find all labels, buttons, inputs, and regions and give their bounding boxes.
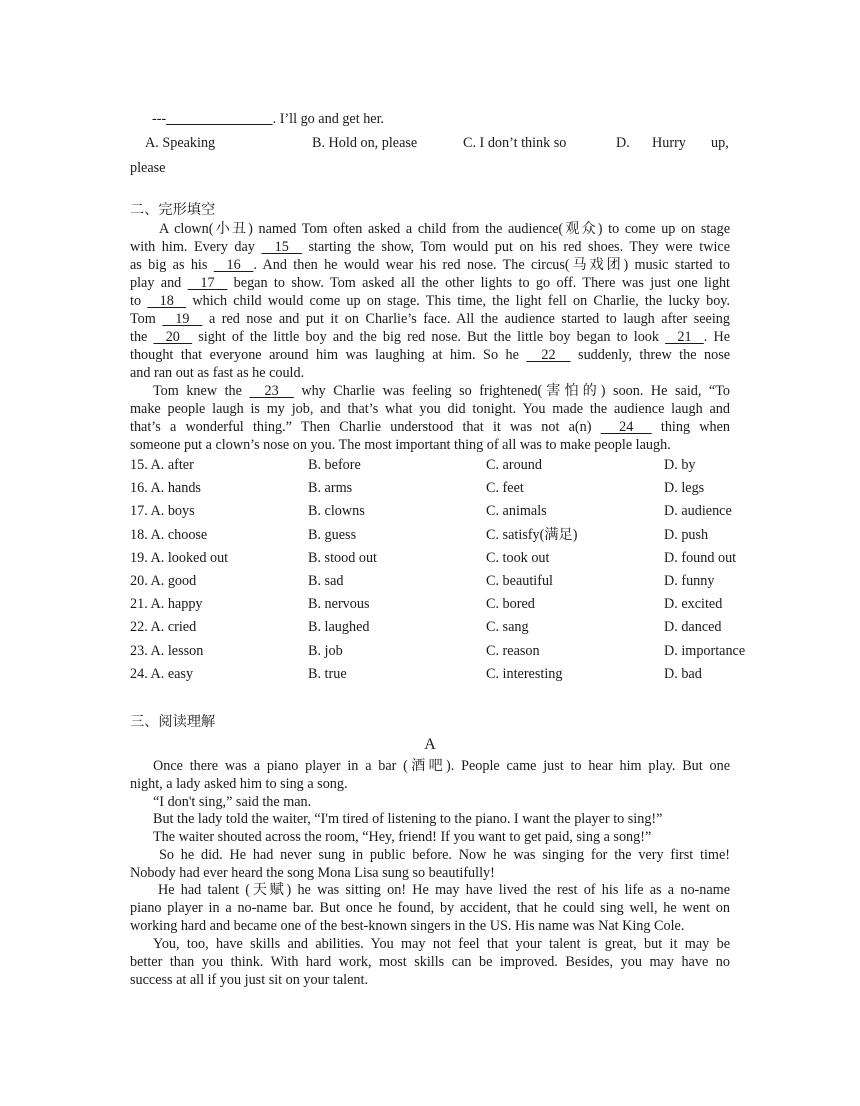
question-option: B. true [308,665,347,682]
cloze-line [130,400,730,418]
option-d-label: D. [616,135,630,151]
option-d-wrap: please [130,160,166,176]
cloze-line [130,346,730,364]
question-option: B. sad [308,573,344,589]
question-option: B. laughed [308,619,370,636]
cloze-text: which child would come up on stage. This time, the light fell on Charlie, the lucky boy. [186,293,730,309]
cloze-text: make people laugh is my job, and that’s what you did tonight. You made the audience laugh and [130,401,730,417]
question-option: C. bored [486,596,535,613]
cloze-text: that’s a wonderful thing.” Then Charlie understood that it was not a(n) [130,419,601,435]
question-option: C. took out [486,549,550,566]
option-d-word2: up, [711,135,729,151]
cloze-text: why Charlie was feeling so frightened(害怕的) soon. He said, “To [293,383,731,399]
question-option: D. audience [664,503,732,520]
question-option: B. job [308,642,343,659]
option-d-word1: Hurry [652,135,686,151]
cloze-line [159,220,730,238]
question-option: D. legs [664,480,705,497]
blank-number: 23 [249,383,294,399]
question-option: C. reason [486,642,540,659]
question-option-a: 20. A. good [130,573,197,589]
question-option-a: 19. A. looked out [130,549,229,566]
cloze-text: sight of the little boy and the big red nose. But the little boy began to look [192,329,666,345]
question-option: D. importance [664,642,746,659]
reading-line: success at all if you just sit on your talent. [130,972,368,988]
answer-blank [166,111,272,127]
question-option-a: 17. A. boys [130,503,195,520]
question-option-a: 24. A. easy [130,665,194,682]
option-a: A. Speaking [145,135,216,151]
question-option: B. arms [308,480,353,497]
reading-line: working hard and became one of the best-known singers in the US. His name was Nat King Cole. [130,918,685,934]
question-option-a: 18. A. choose [130,526,208,543]
reading-line: night, a lady asked him to sing a song. [130,776,348,792]
question-option: D. push [664,526,709,543]
reading-line: “I don't sing,” said the man. [153,794,312,810]
blank-number: 22 [526,347,571,363]
cloze-text: and ran out as fast as he could. [130,365,305,381]
question-option: C. sang [486,619,529,636]
reading-line: piano player in a no-name bar. But once he found, by accident, that he could sing well, he went on [130,900,730,916]
blank-number: 21 [665,329,704,345]
cloze-text: began to show. Tom asked all the other lights to go off. There was just one light [227,275,731,291]
reading-line: Once there was a piano player in a bar (酒吧). People came just to hear him play. But one [153,758,730,774]
question-option: C. feet [486,480,524,497]
reading-line: But the lady told the waiter, “I'm tired of listening to the piano. I want the player to sing!” [153,811,663,827]
cloze-text: a red nose and put it on Charlie’s face. All the audience started to laugh after seeing [202,311,730,327]
reading-line: He had talent (天赋) he was sitting on! He may have lived the rest of his life as a no-name [158,882,730,898]
cloze-text: as big as his [130,257,214,273]
cloze-text: . And then he would wear his red nose. The circus(马戏团) music started to [253,257,731,273]
question-option: D. funny [664,573,715,589]
cloze-line [130,238,730,256]
cloze-text: to [130,293,148,309]
blank-number: 19 [162,311,203,327]
question-option: C. animals [486,503,547,520]
question-option-a: 22. A. cried [130,619,197,636]
cloze-line [130,256,730,274]
question-option: B. stood out [308,549,377,566]
cloze-text: thing when [651,419,730,435]
question-option: C. interesting [486,665,563,682]
cloze-text: A clown(小丑) named Tom often asked a child from the audience(观众) to come up on stage [159,221,730,237]
question-option-a: 16. A. hands [130,480,201,497]
cloze-line [130,292,730,310]
section-heading-reading: 三、阅读理解 [130,714,216,730]
question-stem: --- . I’ll go and get her. [152,111,385,127]
question-option: D. excited [664,596,723,613]
question-option: D. found out [664,549,737,566]
cloze-text: thought that everyone around him was laughing at him. So he [130,347,527,363]
cloze-line [130,328,730,346]
reading-line: The waiter shouted across the room, “Hey, friend! If you want to get paid, sing a song!” [153,829,652,845]
question-option: C. around [486,457,542,473]
cloze-text: play and [130,275,188,291]
cloze-text: Tom knew the [153,383,250,399]
blank-number: 17 [187,275,228,291]
cloze-text: someone put a clown’s nose on you. The most important thing of all was to make people laugh. [130,437,671,453]
blank-number: 24 [600,419,652,435]
question-option-a: 23. A. lesson [130,642,204,659]
blank-number: 20 [153,329,193,345]
reading-line: better than you think. With hard work, most skills can be improved. Besides, you may have no [130,954,730,970]
passage-title: A [424,736,436,753]
cloze-line [130,436,730,454]
question-option: B. nervous [308,596,370,613]
cloze-text: Tom [130,311,163,327]
question-option: C. beautiful [486,573,553,589]
option-c: C. I don’t think so [463,135,567,151]
reading-line: You, too, have skills and abilities. You may not feel that your talent is great, but it may be [153,936,730,952]
question-option-a: 15. A. after [130,457,194,473]
reading-line: So he did. He had never sung in public before. Now he was singing for the very first time! [159,847,730,863]
cloze-line [130,364,730,382]
reading-line: Nobody had ever heard the song Mona Lisa sung so beautifully! [130,865,495,881]
question-option: D. by [664,457,696,473]
question-option-a: 21. A. happy [130,596,203,613]
question-option: C. satisfy(满足) [486,526,578,543]
cloze-text: suddenly, threw the nose [570,347,731,363]
question-option: D. danced [664,619,722,636]
blank-number: 18 [147,293,187,309]
cloze-text: the [130,329,154,345]
cloze-line [130,310,730,328]
cloze-text: with him. Every day [130,239,262,255]
cloze-line [130,274,730,292]
cloze-text: . He [703,329,730,345]
blank-number: 16 [213,257,254,273]
blank-number: 15 [261,239,302,255]
cloze-line [153,382,730,400]
cloze-line [130,418,730,436]
section-heading-cloze: 二、完形填空 [130,202,216,218]
cloze-text: starting the show, Tom would put on his red shoes. They were twice [301,239,731,255]
question-option: B. guess [308,526,357,543]
question-option: B. before [308,457,361,473]
option-b: B. Hold on, please [312,135,418,151]
question-option: D. bad [664,665,702,682]
question-option: B. clowns [308,503,365,520]
